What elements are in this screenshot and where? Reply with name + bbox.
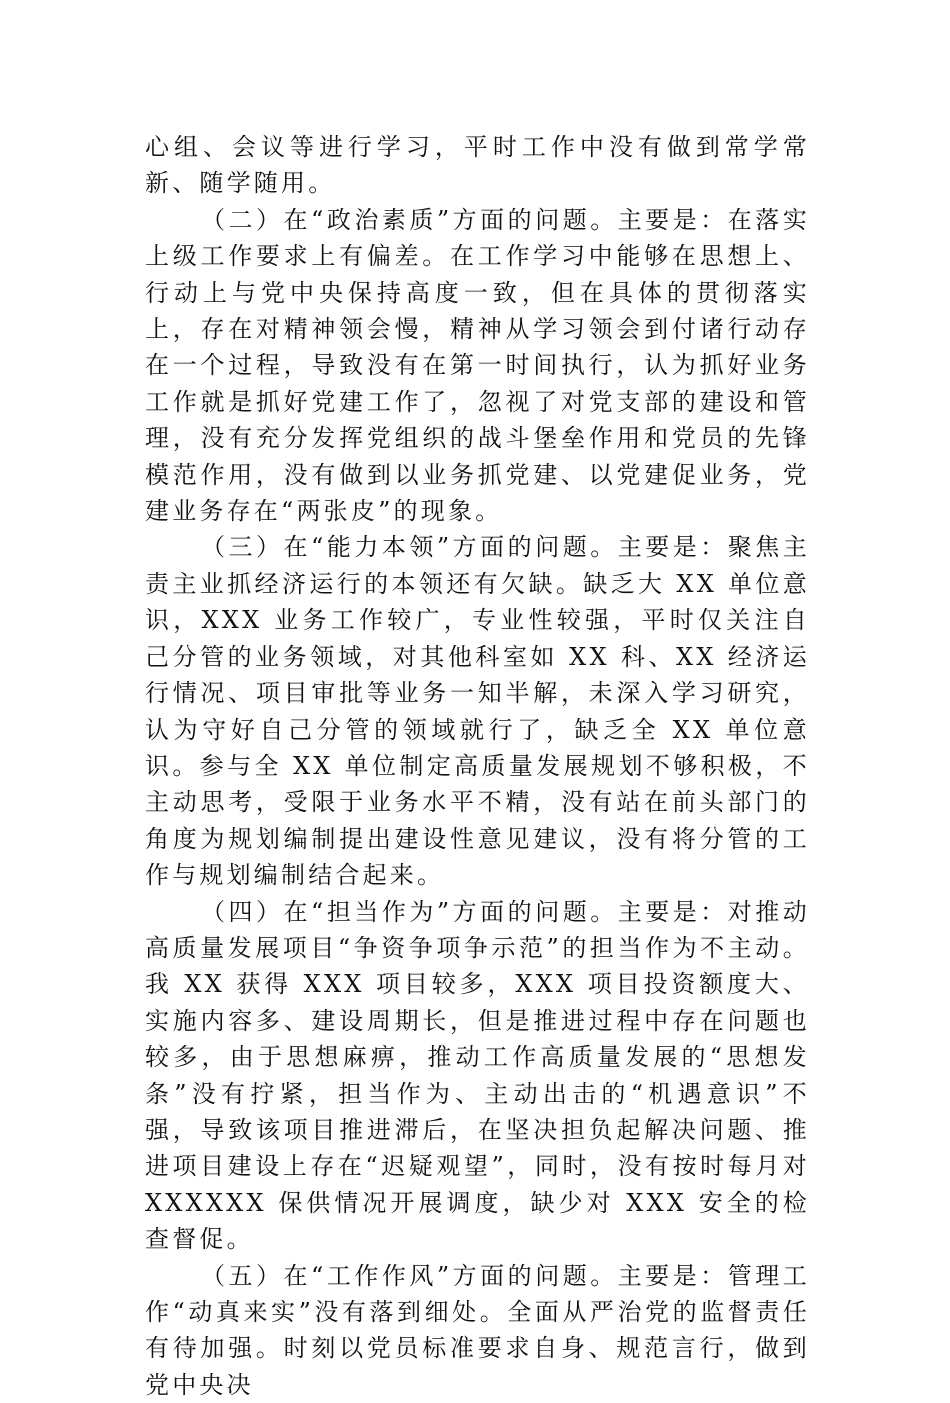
paragraph-work-style: （五）在“工作作风”方面的问题。主要是：管理工作“动真来实”没有落到细处。全面从严治党的监督责任有待加强。时刻以党员标准要求自身、规范言行，做到党中央决 bbox=[145, 1261, 810, 1399]
paragraph-responsibility: （四）在“担当作为”方面的问题。主要是：对推动高质量发展项目“争资争项争示范”的担当作为不主动。我 XX 获得 XXX 项目较多，XXX 项目投资额度大、实施内容多、建设周期长，但是推进过程中存在问题也较多，由于思想麻痹，推动工作高质量发展的“思想发条”没有拧紧，担当作为、主动出击的“机遇意识”不强，导致该项目推进滞后，在坚决担负起解决问题、推进项目建设上存在“迟疑观望”，同时，没有按时每月对 XXXXXX 保供情况开展调度，缺少对 XXX 安全的检查督促。 bbox=[145, 897, 810, 1254]
paragraph-continuation: 心组、会议等进行学习，平时工作中没有做到常学常新、随学随用。 bbox=[145, 133, 810, 198]
document-body bbox=[145, 129, 810, 1403]
paragraph-political-quality: （二）在“政治素质”方面的问题。主要是：在落实上级工作要求上有偏差。在工作学习中能够在思想上、行动上与党中央保持高度一致，但在具体的贯彻落实上，存在对精神领会慢，精神从学习领会到付诸行动存在一个过程，导致没有在第一时间执行，认为抓好业务工作就是抓好党建工作了，忽视了对党支部的建设和管理，没有充分发挥党组织的战斗堡垒作用和党员的先锋模范作用，没有做到以业务抓党建、以党建促业务，党建业务存在“两张皮”的现象。 bbox=[145, 205, 810, 526]
paragraph-ability: （三）在“能力本领”方面的问题。主要是：聚焦主责主业抓经济运行的本领还有欠缺。缺乏大 XX 单位意识，XXX 业务工作较广，专业性较强，平时仅关注自己分管的业务领域，对其他科室如 XX 科、XX 经济运行情况、项目审批等业务一知半解，未深入学习研究，认为守好自己分管的领域就行了，缺乏全 XX 单位意识。参与全 XX 单位制定高质量发展规划不够积极，不主动思考，受限于业务水平不精，没有站在前头部门的角度为规划编制提出建设性意见建议，没有将分管的工作与规划编制结合起来。 bbox=[145, 533, 810, 890]
